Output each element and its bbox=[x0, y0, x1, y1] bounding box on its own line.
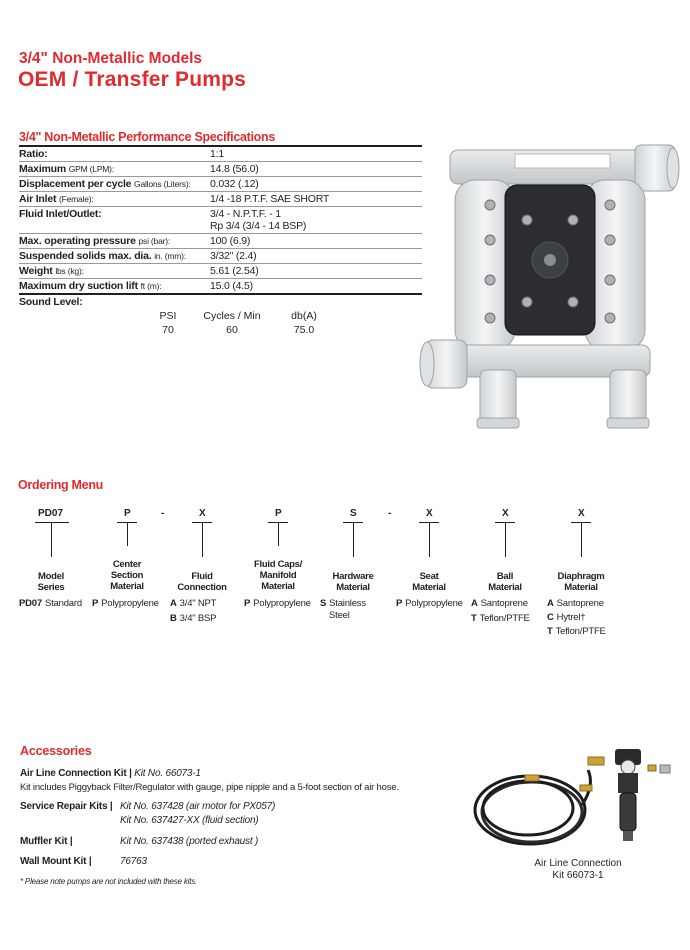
option-code: P bbox=[92, 598, 99, 609]
col-head-text: Fluid Connection bbox=[177, 571, 227, 593]
order-code-hardware: S bbox=[350, 508, 357, 519]
spec-row-displacement bbox=[19, 177, 422, 192]
spec-row-max-gpm bbox=[19, 162, 422, 177]
ordering-option bbox=[170, 598, 216, 610]
option-code: PD07 bbox=[19, 598, 42, 609]
ordering-col-hardware bbox=[323, 571, 383, 593]
accessory-name: Air Line Connection Kit | bbox=[20, 768, 132, 779]
spec-label: Maximum bbox=[19, 163, 69, 175]
sound-value-psi: 70 bbox=[162, 324, 174, 336]
option-code: B bbox=[170, 613, 177, 624]
pump-image bbox=[395, 140, 680, 440]
ordering-col-ball bbox=[475, 571, 535, 593]
option-code: A bbox=[547, 598, 554, 609]
order-code-connection: X bbox=[199, 508, 206, 519]
order-code-caps: P bbox=[275, 508, 282, 519]
order-code-center: P bbox=[124, 508, 131, 519]
col-head-text: Ball Material bbox=[488, 571, 522, 593]
spec-value: 100 (6.9) bbox=[210, 235, 251, 247]
ordering-col-diaphragm bbox=[546, 571, 616, 593]
spec-label: Maximum dry suction lift bbox=[19, 280, 141, 292]
ordering-col-model bbox=[21, 571, 81, 593]
order-code-connector bbox=[51, 522, 52, 557]
order-code-connector bbox=[127, 522, 128, 546]
ordering-option bbox=[396, 598, 463, 610]
caption-line: Air Line Connection bbox=[534, 858, 622, 869]
spec-label: Displacement per cycle bbox=[19, 178, 135, 190]
spec-row-pressure bbox=[19, 234, 422, 249]
spec-label: Weight bbox=[19, 265, 56, 277]
spec-value: 3/32" (2.4) bbox=[210, 250, 257, 262]
ordering-option bbox=[244, 598, 311, 610]
col-head-text: Center Section Material bbox=[110, 559, 144, 592]
spec-row-ratio bbox=[19, 145, 422, 162]
spec-value: 1/4 -18 P.T.F. SAE SHORT bbox=[210, 193, 330, 205]
accessory-name: Service Repair Kits | bbox=[20, 801, 113, 812]
spec-heading: 3/4" Non-Metallic Performance Specifications bbox=[19, 130, 276, 144]
sound-value-db: 75.0 bbox=[293, 324, 315, 336]
order-code-separator: - bbox=[388, 508, 392, 519]
spec-unit: psi (bar): bbox=[138, 236, 171, 246]
ordering-option bbox=[170, 613, 216, 625]
spec-value: 3/4 - N.P.T.F. - 1 bbox=[210, 208, 281, 220]
option-text: Standard bbox=[44, 598, 82, 609]
sound-header-cycles: Cycles / Min bbox=[203, 310, 261, 322]
accessory-muffler bbox=[20, 836, 72, 847]
option-code: P bbox=[244, 598, 251, 609]
caption-line: Kit 66073-1 bbox=[552, 870, 604, 881]
accessories-heading: Accessories bbox=[20, 744, 92, 758]
sound-header-psi: PSI bbox=[159, 310, 177, 322]
spec-row-weight bbox=[19, 264, 422, 279]
spec-row-air-inlet bbox=[19, 192, 422, 207]
spec-value: 5.61 (2.54) bbox=[210, 265, 259, 277]
accessory-service bbox=[20, 801, 113, 812]
ordering-col-connection bbox=[172, 571, 232, 593]
spec-label: Sound Level: bbox=[19, 296, 83, 308]
option-text: Santoprene bbox=[480, 598, 528, 609]
spec-value: 14.8 (56.0) bbox=[210, 163, 259, 175]
option-text: 3/4" BSP bbox=[179, 613, 217, 624]
accessory-kit-number: 76763 bbox=[120, 856, 147, 867]
option-text: Stainless bbox=[329, 598, 366, 609]
accessory-muffler-kit bbox=[120, 836, 258, 847]
spec-unit: in. (mm): bbox=[154, 251, 186, 261]
option-text: 3/4" NPT bbox=[179, 598, 217, 609]
air-line-kit-image bbox=[470, 745, 675, 855]
accessory-kit-number: Kit No. 637428 (air motor for PX057) bbox=[120, 801, 276, 812]
spec-unit: ft (m): bbox=[140, 281, 162, 291]
option-text: Teflon/PTFE bbox=[555, 626, 606, 637]
accessories-note: * Please note pumps are not included with these kits. bbox=[20, 877, 198, 886]
order-code-connector bbox=[505, 522, 506, 557]
ordering-option bbox=[547, 612, 585, 624]
col-head-text: Fluid Caps/ Manifold Material bbox=[254, 559, 302, 592]
spec-label: Fluid Inlet/Outlet: bbox=[19, 208, 102, 220]
spec-value: 0.032 (.12) bbox=[210, 178, 259, 190]
spec-row-fluid-inlet bbox=[19, 207, 422, 234]
sound-header-db: db(A) bbox=[291, 310, 317, 322]
spec-value-secondary: Rp 3/4 (3/4 - 14 BSP) bbox=[210, 220, 307, 232]
accessory-service-kit-2 bbox=[120, 815, 258, 826]
order-code-seat: X bbox=[426, 508, 433, 519]
spec-label: Ratio: bbox=[19, 148, 48, 160]
ordering-option bbox=[92, 598, 159, 610]
col-head-text: Diaphragm Material bbox=[557, 571, 605, 593]
col-head-text: Model Series bbox=[37, 571, 65, 593]
option-text: Santoprene bbox=[556, 598, 604, 609]
ordering-col-seat bbox=[399, 571, 459, 593]
accessory-wall-mount bbox=[20, 856, 91, 867]
option-code: A bbox=[170, 598, 177, 609]
accessory-kit-number: Kit No. 66073-1 bbox=[134, 768, 201, 779]
order-code-ball: X bbox=[502, 508, 509, 519]
spec-unit: (Female): bbox=[59, 194, 94, 204]
spec-row-sound-level bbox=[19, 295, 422, 309]
option-text: Polypropylene bbox=[405, 598, 463, 609]
sound-value-cycles: 60 bbox=[226, 324, 238, 336]
ordering-option bbox=[547, 598, 604, 610]
accessory-service-kit-1 bbox=[120, 801, 275, 812]
ordering-option-continued: Steel bbox=[329, 610, 350, 621]
col-head-text: Seat Material bbox=[412, 571, 446, 593]
col-head-text: Hardware Material bbox=[332, 571, 374, 593]
spec-value: 1:1 bbox=[210, 148, 224, 160]
order-code-model: PD07 bbox=[38, 508, 64, 519]
section-subtitle: 3/4" Non-Metallic Models bbox=[19, 50, 203, 67]
spec-label: Max. operating pressure bbox=[19, 235, 139, 247]
ordering-col-center bbox=[97, 559, 157, 592]
order-code-diaphragm: X bbox=[578, 508, 585, 519]
ordering-option bbox=[471, 613, 530, 625]
accessory-air-line-description: Kit includes Piggyback Filter/Regulator with gauge, pipe nipple and a 5-foot section of air hose. bbox=[20, 782, 399, 793]
order-code-connector bbox=[278, 522, 279, 546]
accessory-kit-number: Kit No. 637438 (ported exhaust ) bbox=[120, 836, 259, 847]
accessory-wall-mount-kit bbox=[120, 856, 147, 867]
order-code-connector bbox=[202, 522, 203, 557]
ordering-option bbox=[320, 598, 366, 610]
spec-table bbox=[19, 145, 422, 309]
order-code-connector bbox=[581, 522, 582, 557]
option-code: A bbox=[471, 598, 478, 609]
option-code: T bbox=[547, 626, 553, 637]
ordering-col-caps bbox=[243, 559, 313, 592]
page-title: OEM / Transfer Pumps bbox=[18, 68, 247, 91]
spec-label: Suspended solids max. dia. bbox=[19, 250, 155, 262]
accessory-air-line bbox=[20, 768, 201, 779]
option-text: Teflon/PTFE bbox=[479, 613, 530, 624]
option-text: Polypropylene bbox=[101, 598, 159, 609]
option-code: S bbox=[320, 598, 327, 609]
ordering-heading: Ordering Menu bbox=[18, 478, 103, 492]
option-text: Hytrel† bbox=[556, 612, 586, 623]
spec-value: 15.0 (4.5) bbox=[210, 280, 253, 292]
accessory-name: Muffler Kit | bbox=[20, 836, 73, 847]
ordering-option bbox=[19, 598, 82, 610]
accessory-kit-number: Kit No. 637427-XX (fluid section) bbox=[120, 815, 259, 826]
order-code-connector bbox=[429, 522, 430, 557]
spec-unit: lbs (kg): bbox=[55, 266, 84, 276]
order-code-connector bbox=[353, 522, 354, 557]
order-code-underline bbox=[35, 522, 69, 523]
ordering-option bbox=[547, 626, 606, 638]
option-code: T bbox=[471, 613, 477, 624]
spec-row-suction-lift bbox=[19, 279, 422, 295]
order-code-separator: - bbox=[161, 508, 165, 519]
option-text: Polypropylene bbox=[253, 598, 311, 609]
option-code: C bbox=[547, 612, 554, 623]
spec-label: Air Inlet bbox=[19, 193, 60, 205]
accessory-name: Wall Mount Kit | bbox=[20, 856, 92, 867]
spec-unit: GPM (LPM): bbox=[68, 164, 114, 174]
ordering-option bbox=[471, 598, 528, 610]
spec-row-solids bbox=[19, 249, 422, 264]
option-code: P bbox=[396, 598, 403, 609]
spec-unit: Gallons (Liters): bbox=[134, 179, 191, 189]
air-line-kit-caption bbox=[518, 858, 638, 882]
